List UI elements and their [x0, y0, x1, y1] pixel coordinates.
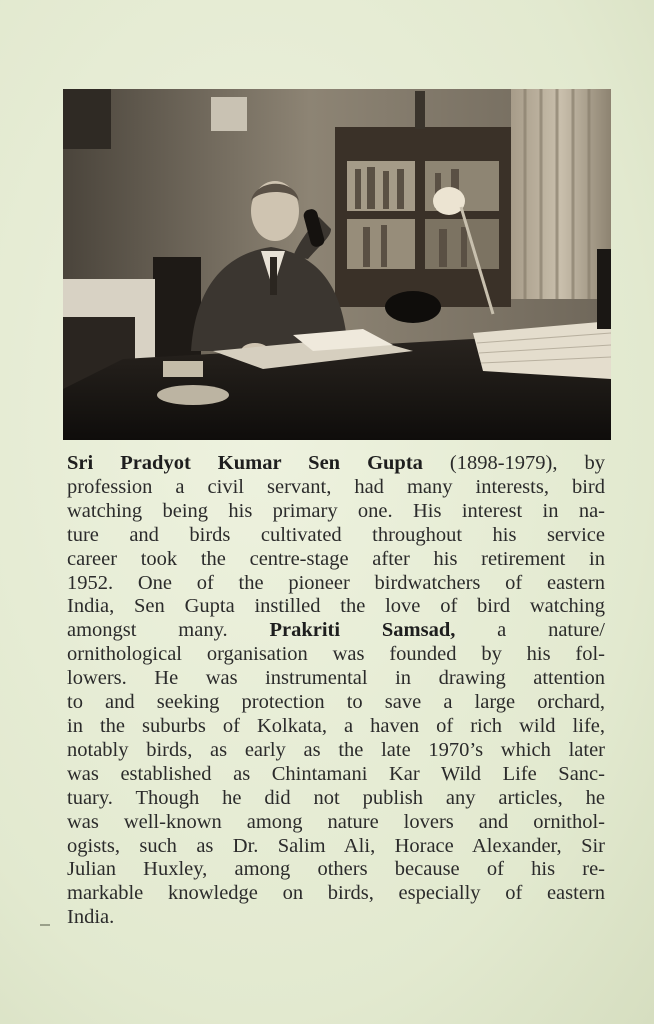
caption-line — [67, 787, 605, 811]
caption-line — [67, 500, 605, 524]
portrait-photo — [63, 89, 611, 440]
caption-line — [67, 739, 605, 763]
caption-text-run: amongst many. — [67, 619, 270, 642]
caption-text-run: to and seeking protection to save a large orchard, — [67, 691, 605, 714]
caption-text-run: a nature/ — [455, 619, 605, 642]
caption-line — [67, 619, 605, 643]
margin-mark — [40, 924, 50, 926]
caption-text-run: profession a civil servant, had many interests, bird — [67, 475, 605, 498]
caption-text-run: was established as Chintamani Kar Wild Life Sanc- — [67, 762, 605, 785]
caption-line — [67, 763, 605, 787]
caption-line — [67, 595, 605, 619]
caption-text-run: watching being his primary one. His interest in na- — [67, 499, 605, 522]
caption-text-run: (1898-1979), by — [422, 452, 606, 474]
caption-line — [67, 548, 605, 572]
caption-text-run: tuary. Though he did not publish any articles, he — [67, 786, 605, 809]
caption-text-run: India. — [67, 906, 115, 929]
caption-line — [67, 691, 605, 715]
caption-text-run: in the suburbs of Kolkata, a haven of rich wild life, — [67, 714, 605, 737]
caption-line — [67, 906, 605, 930]
caption-line — [67, 835, 605, 859]
caption-bold-text: Sri Pradyot Kumar Sen Gupta — [67, 452, 423, 474]
caption-line — [67, 667, 605, 691]
caption-text-run: was well-known among nature lovers and ornithol- — [67, 810, 605, 833]
caption-bold-text: Prakriti Samsad, — [269, 619, 456, 642]
caption-line — [67, 572, 605, 596]
caption-text-run: markable knowledge on birds, especially of eastern — [67, 882, 605, 905]
caption-line — [67, 452, 605, 476]
caption-text-run: ogists, such as Dr. Salim Ali, Horace Alexander, Sir — [67, 834, 605, 857]
caption-text-run: Julian Huxley, among others because of his re- — [67, 858, 605, 881]
caption-line — [67, 524, 605, 548]
caption-line — [67, 811, 605, 835]
caption-text-run: lowers. He was instrumental in drawing attention — [67, 667, 605, 690]
caption-text-run: 1952. One of the pioneer birdwatchers of eastern — [67, 571, 605, 594]
caption-text-run: career took the centre-stage after his retirement in — [67, 547, 605, 570]
caption-line — [67, 643, 605, 667]
caption-text-run: ornithological organisation was founded by his fol- — [67, 643, 605, 666]
caption-line — [67, 858, 605, 882]
caption-text-run: India, Sen Gupta instilled the love of bird watching — [67, 595, 605, 618]
caption-text-run: notably birds, as early as the late 1970’s which later — [67, 738, 605, 761]
caption-line — [67, 715, 605, 739]
caption-text — [67, 452, 605, 930]
caption-text-run: ture and birds cultivated throughout his service — [67, 523, 605, 546]
portrait-photo-icon — [63, 89, 611, 440]
caption-line — [67, 882, 605, 906]
caption-line — [67, 476, 605, 500]
